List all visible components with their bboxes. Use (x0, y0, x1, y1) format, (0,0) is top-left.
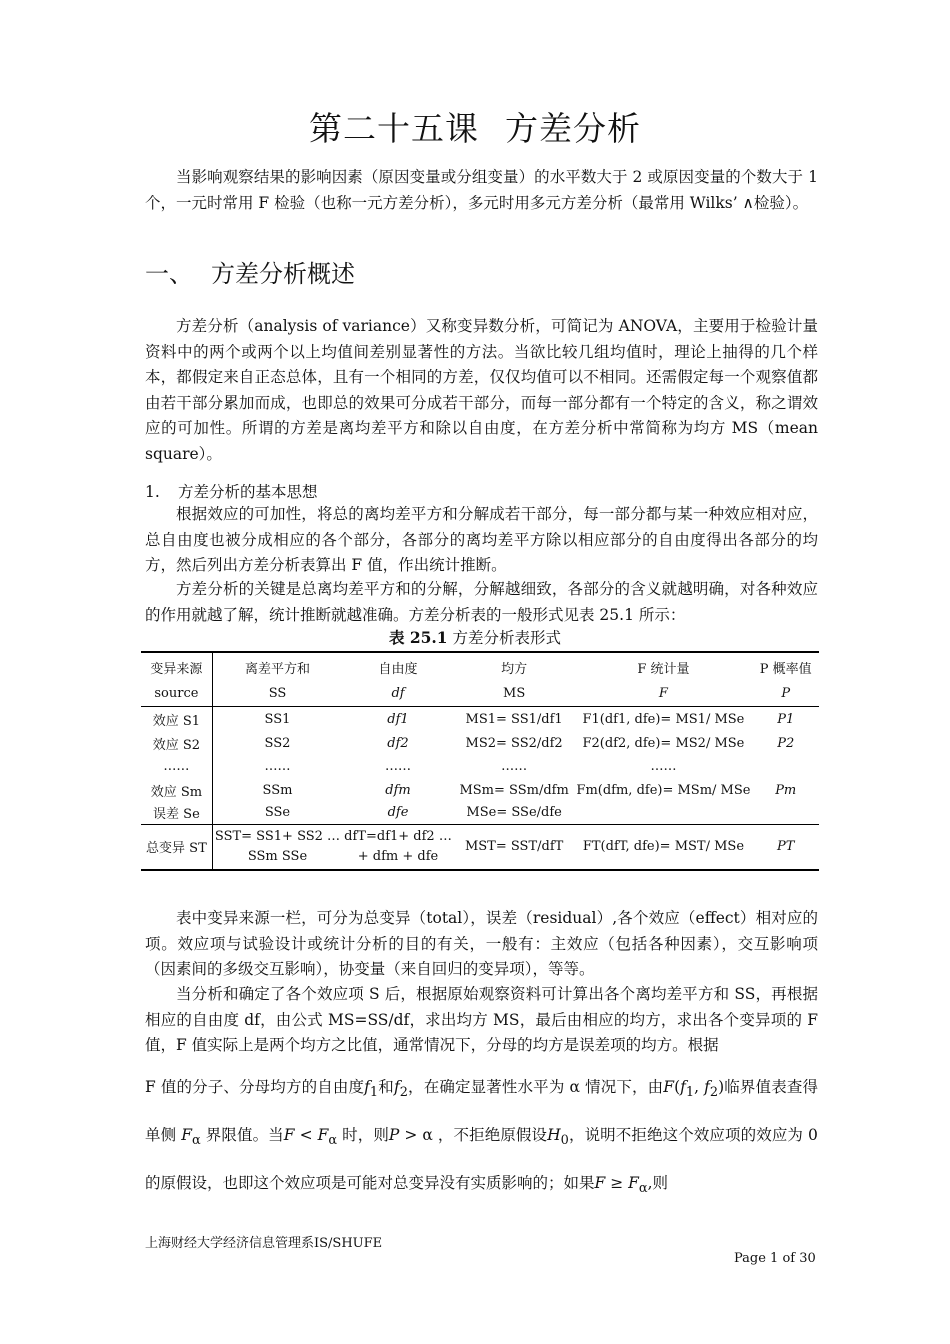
intro-paragraph: 当影响观察结果的影响因素（原因变量或分组变量）的水平数大于 2 或原因变量的个数大于 1 个，一元时常用 F 检验（也称一元方差分析），多元时用多元方差分析（最常用 Wilks’ ∧检验）。 (145, 168, 818, 212)
table-row: 效应 S2 SS2 df2 MS2= SS2/df2 F2(df2, dfe)= MS2/ MSe P2 (141, 732, 819, 754)
table-ellipsis-row: …… …… …… …… …… (141, 754, 819, 778)
f-test-paragraph: 当分析和确定了各个效应项 S 后，根据原始观察资料可计算出各个离均差平方和 SS，再根据相应的自由度 df，由公式 MS=SS/df，求出均方 MS，最后由相应的均方，求出各个变异项的 F 值，F 值实际上是两个均方之比值，通常情况下，分母的均方是误差项的均方。根据 (145, 985, 818, 1054)
key-point-paragraph: 方差分析的关键是总离均差平方和的分解，分解越细致，各部分的含义就越明确，对各种效应的作用就越了解，统计推断就越准确。方差分析表的一般形式见表 25.1 所示： (145, 580, 818, 624)
table-row: 误差 Se SSe dfe MSe= SSe/dfe (141, 802, 819, 824)
anova-table (141, 651, 819, 871)
table-caption: 表 25.1 方差分析表形式 (388, 628, 562, 647)
footer-organization: 上海财经大学经济信息管理系IS/SHUFE (145, 1236, 383, 1251)
section-heading: 一、 方差分析概述 (145, 260, 355, 288)
table-explanation-paragraph: 表中变异来源一栏，可分为总变异（total），误差（residual）,各个效应（effect）相对应的项。效应项与试验设计或统计分析的目的有关，一般有：主效应（包括各种因素），交互影响项（因素间的多级交互影响），协变量（来自回归的变异项），等等。 (145, 909, 819, 978)
table-row: 效应 Sm SSm dfm MSm= SSm/dfm Fm(dfm, dfe)= MSm/ MSe Pm (141, 778, 819, 802)
basic-idea-paragraph: 根据效应的可加性，将总的离均差平方和分解成若干部分，每一部分都与某一种效应相对应，总自由度也被分成相应的各个部分，各部分的离均差平方除以相应部分的自由度得出各部分的均方，然后列出方差分析表算出 F 值，作出统计推断。 (145, 505, 818, 574)
table-header-row: 变异来源 离差平方和 自由度 均方 F 统计量 P 概率值 (141, 652, 819, 682)
anova-overview-paragraph: 方差分析（analysis of variance）又称变异数分析，可简记为 ANOVA，主要用于检验计量资料中的两个或两个以上均值间差别显著性的方法。当欲比较几组均值时，理论上抽得的几个样本，都假定来自正态总体，且有一个相同的方差，仅仅均值可以不相同。还需假定每一个观察值都由若干部分累加而成，也即总的效果可分成若干部分，而每一部分都有一个特定的含义，称之谓效应的可加性。所谓的方差是离均差平方和除以自由度，在方差分析中常简称为均方 MS（mean square）。 (145, 317, 818, 463)
page-title: 第二十五课 方差分析 (309, 109, 641, 148)
table-total-row: 总变异 ST SST= SS1+ SS2 … SSm SSe dfT=df1+ df2 … + dfm + dfe MST= SST/dfT FT(dfT, dfe)= MST/ MSe PT (141, 824, 819, 870)
subsection-heading: 1. 方差分析的基本思想 (145, 483, 318, 501)
critical-value-paragraph: F 值的分子、分母均方的自由度$f_1$和$f_2$，在确定显著性水平为 α 情况下，由$F(f_1$, $f_2$)临界值表查得单侧 $F_\alpha$ 界限值。当$F < F_\alpha$ 时，则P > α ，不拒绝原假设$H_0$，说明不拒绝这个效应项的效应为 0 的原假设，也即这个效应项是可能对总变异没有实质影响的；如果$F \ge F_\alpha$,则 (145, 1078, 818, 1197)
page-number: Page 1 of 30 (734, 1251, 816, 1266)
table-row: 效应 S1 SS1 df1 MS1= SS1/df1 F1(df1, dfe)= MS1/ MSe P1 (141, 706, 819, 732)
table-header-row-2: source SS df MS F P (141, 682, 819, 706)
